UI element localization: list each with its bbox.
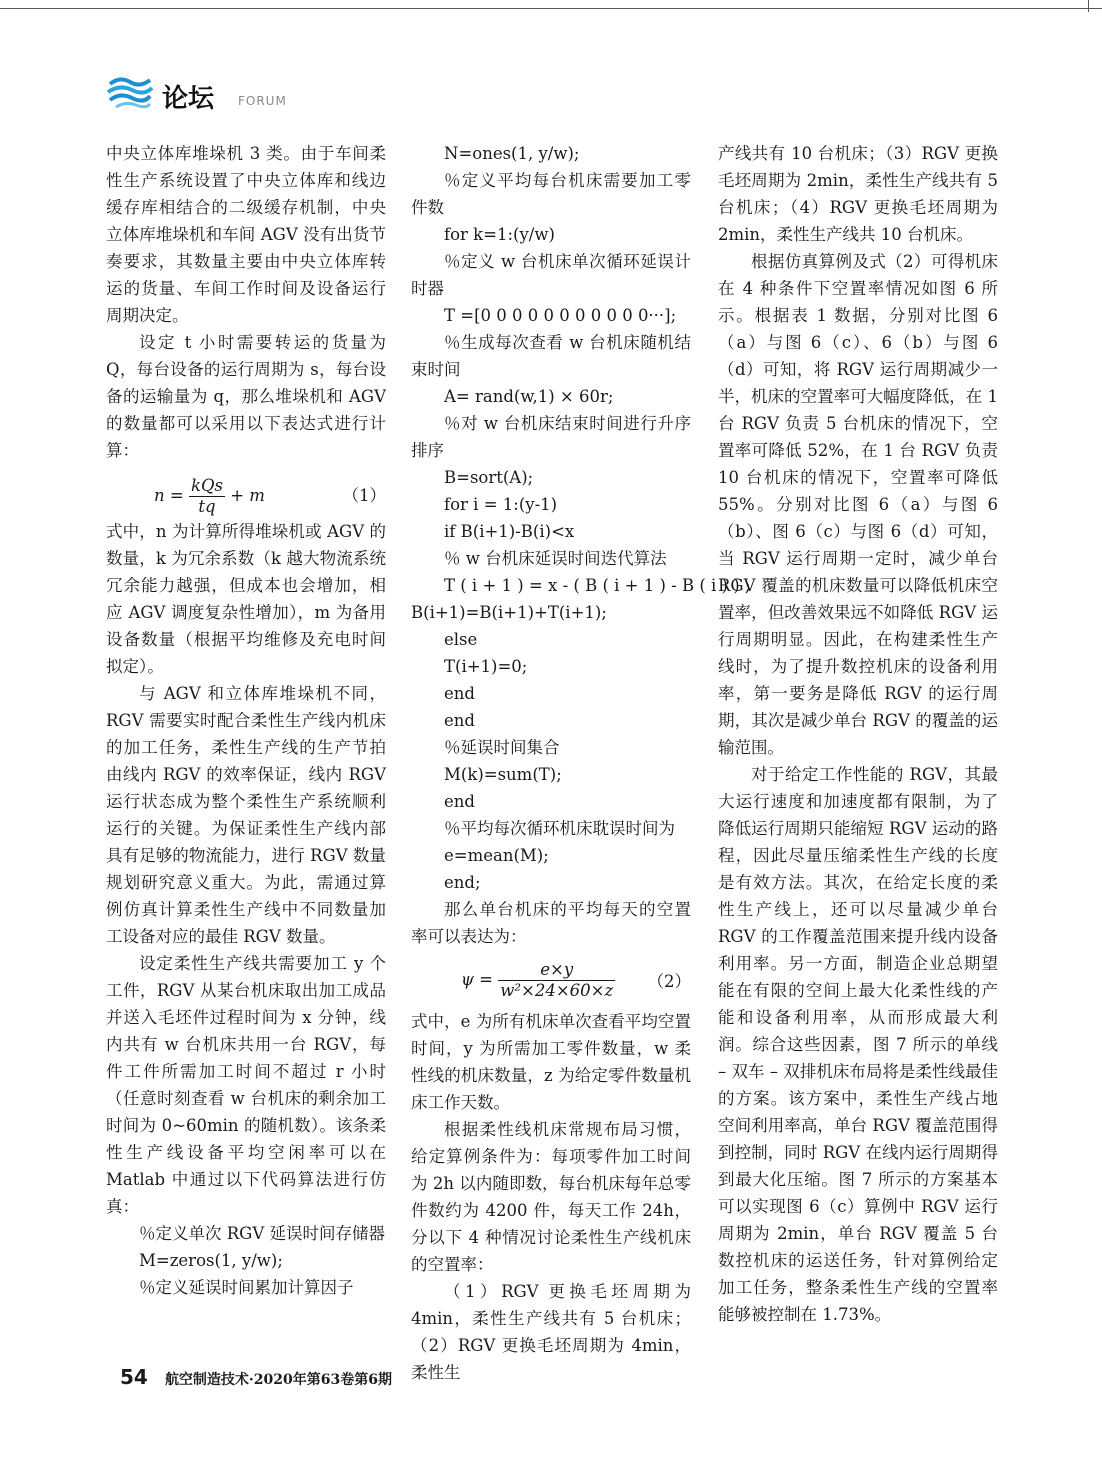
code-line: end — [444, 684, 475, 703]
top-rule-tick — [1088, 0, 1089, 12]
wave-logo-icon — [106, 74, 154, 110]
top-rule — [0, 8, 1102, 9]
code-line: for k=1:(y/w) — [444, 225, 555, 244]
column-1 — [106, 140, 386, 1301]
eq-rhs: + m — [230, 486, 265, 505]
code-comment: ％定义延误时间累加计算因子 — [139, 1278, 354, 1297]
forum-label-en: FORUM — [238, 94, 287, 108]
code-comment: ％定义单次 RGV 延误时间存储器 — [139, 1224, 386, 1243]
code-comment: ％对 w 台机床结束时间进行升序排序 — [411, 414, 691, 460]
code-line: T =[0 0 0 0 0 0 0 0 0 0 0···]; — [444, 306, 677, 325]
code-line: if B(i+1)-B(i)<x — [444, 522, 575, 541]
eq-numerator: e×y — [498, 960, 615, 981]
paragraph: 产线共有 10 台机床；（3）RGV 更换毛坯周期为 2min，柔性生产线共有 5 台机床；（4）RGV 更换毛坯周期为 2min，柔性生产线共 10 台机床。 — [718, 144, 998, 244]
code-comment: ％定义 w 台机床单次循环延误计时器 — [411, 252, 691, 298]
code-line: B=sort(A); — [444, 468, 534, 487]
code-line: else — [444, 630, 478, 649]
eq-lhs: ψ = — [461, 970, 494, 989]
code-line: end; — [444, 873, 481, 892]
page-footer — [120, 1365, 392, 1389]
paragraph: 根据柔性线机床常规布局习惯，给定算例条件为：每项零件加工时间为 2h 以内随即数，每台机床每年总零件数约为 4200 件，每天工作 24h，分以下 4 种情况讨论柔性生产线机床的空置率： — [411, 1120, 691, 1274]
paragraph: 式中，n 为计算所得堆垛机或 AGV 的数量，k 为冗余系数（k 越大物流系统冗余能力越强，但成本也会增加，相应 AGV 调度复杂性增加），m 为备用设备数量（根据平均维修及充电时间拟定）。 — [106, 522, 386, 676]
code-line: B(i+1)=B(i+1)+T(i+1); — [411, 603, 607, 622]
eq-numerator: kQs — [190, 476, 223, 495]
column-2 — [411, 140, 751, 1386]
forum-title: 论坛 — [162, 84, 215, 114]
equation-body — [154, 476, 265, 517]
paragraph: 设定柔性生产线共需要加工 y 个工件，RGV 从某台机床取出加工成品并送入毛坯件过程时间为 x 分钟，线内共有 w 台机床共用一台 RGV，每件工件所需加工时间不超过 r 小时（任意时刻查看 w 台机床的剩余加工时间为 0~60min 的随机数）。该条柔性生产线设备平均空闲率可以在 Matlab 中通过以下代码算法进行仿真： — [106, 954, 386, 1216]
code-line: e=mean(M); — [444, 846, 549, 865]
eq-fraction — [498, 960, 615, 1001]
paragraph: 设定 t 小时需要转运的货量为 Q，每台设备的运行周期为 s，每台设备的运输量为 q，那么堆垛机和 AGV 的数量都可以采用以下表达式进行计算： — [106, 333, 386, 460]
journal-name: 航空制造技术·2020年第63卷第6期 — [164, 1372, 392, 1388]
code-line: A= rand(w,1) × 60r; — [444, 387, 614, 406]
code-line: for i = 1:(y-1) — [444, 495, 558, 514]
paragraph: 那么单台机床的平均每天的空置率可以表达为： — [411, 900, 691, 946]
code-line: M(k)=sum(T); — [444, 765, 562, 784]
equation-1 — [106, 464, 386, 518]
paragraph: 与 AGV 和立体库堆垛机不同，RGV 需要实时配合柔性生产线内机床的加工任务，柔性生产线的生产节拍由线内 RGV 的效率保证，线内 RGV 运行状态成为整个柔性生产系统顺利运行的关键。为保证柔性生产线内部具有足够的物流能力，进行 RGV 数量规划研究意义重大。为此，需通过算例仿真计算柔性生产线中不同数量加工设备对应的最佳 RGV 数量。 — [106, 684, 386, 946]
eq-denominator: tq — [198, 497, 216, 516]
equation-number: （1） — [342, 486, 386, 505]
eq-denominator: w²×24×60×z — [500, 981, 614, 1000]
code-comment: ％定义平均每台机床需要加工零件数 — [411, 171, 691, 217]
code-comment: ％延误时间集合 — [444, 738, 560, 757]
equation-2 — [411, 950, 691, 1008]
code-comment: ％平均每次循环机床耽误时间为 — [444, 819, 675, 838]
code-line: T(i+1)=0; — [444, 657, 528, 676]
eq-fraction — [189, 476, 225, 517]
code-line: T ( i + 1 ) = x - ( B ( i + 1 ) - B ( i ) ) ; — [444, 576, 751, 595]
code-line: N=ones(1, y/w); — [444, 144, 580, 163]
eq-lhs: n = — [154, 486, 184, 505]
code-comment: ％生成每次查看 w 台机床随机结束时间 — [411, 333, 691, 379]
code-line: end — [444, 792, 475, 811]
equation-body — [461, 960, 615, 1001]
paragraph: （1）RGV 更换毛坯周期为 4min，柔性生产线共有 5 台机床；（2）RGV 更换毛坯周期为 4min，柔性生 — [411, 1282, 691, 1382]
paragraph: 中央立体库堆垛机 3 类。由于车间柔性生产系统设置了中央立体库和线边缓存库相结合的二级缓存机制，中央立体库堆垛机和车间 AGV 没有出货节奏要求，其数量主要由中央立体库转运的货量、车间工作时间及设备运行周期决定。 — [106, 144, 386, 325]
paragraph: 式中，e 为所有机床单次查看平均空置时间，y 为所需加工零件数量，w 柔性线的机床数量，z 为给定零件数量机床工作天数。 — [411, 1012, 691, 1112]
code-line: M=zeros(1, y/w); — [139, 1251, 283, 1270]
paragraph: 根据仿真算例及式（2）可得机床在 4 种条件下空置率情况如图 6 所示。根据表 1 数据，分别对比图 6（a）与图 6（c）、6（b）与图 6（d）可知，将 RGV 运行周期减少一半，机床的空置率可大幅度降低，在 1 台 RGV 负责 5 台机床的情况下，空置率可降低 52%，在 1 台 RGV 负责 10 台机床的情况下，空置率可降低 55%。分别对比图 6（a）与图 6（b）、图 6（c）与图 6（d）可知，当 RGV 运行周期一定时，减少单台 RGV 覆盖的机床数量可以降低机床空置率，但改善效果远不如降低 RGV 运行周期明显。因此，在构建柔性生产线时，为了提升数控机床的设备利用率，第一要务是降低 RGV 的运行周期，其次是减少单台 RGV 的覆盖的运输范围。 — [718, 252, 998, 757]
code-comment: ％ w 台机床延误时间迭代算法 — [444, 549, 667, 568]
page-number: 54 — [120, 1365, 148, 1389]
equation-number: （2） — [647, 972, 691, 991]
paragraph: 对于给定工作性能的 RGV，其最大运行速度和加速度都有限制，为了降低运行周期只能缩短 RGV 运动的路程，因此尽量压缩柔性生产线的长度是有效方法。其次，在给定长度的柔性生产线上，还可以尽量减少单台 RGV 的工作覆盖范围来提升线内设备利用率。另一方面，制造企业总期望能在有限的空间上最大化柔性线的产能和设备利用率，从而形成最大利润。综合这些因素，图 7 所示的单线 – 双车 – 双排机床布局将是柔性线最佳的方案。该方案中，柔性生产线占地空间利用率高，单台 RGV 覆盖范围得到控制，同时 RGV 在线内运行周期得到最大化压缩。图 7 所示的方案基本可以实现图 6（c）算例中 RGV 运行周期为 2min，单台 RGV 覆盖 5 台数控机床的运送任务，针对算例给定加工任务，整条柔性生产线的空置率能够被控制在 1.73%。 — [718, 765, 998, 1324]
code-line: end — [444, 711, 475, 730]
column-3 — [718, 140, 998, 1328]
